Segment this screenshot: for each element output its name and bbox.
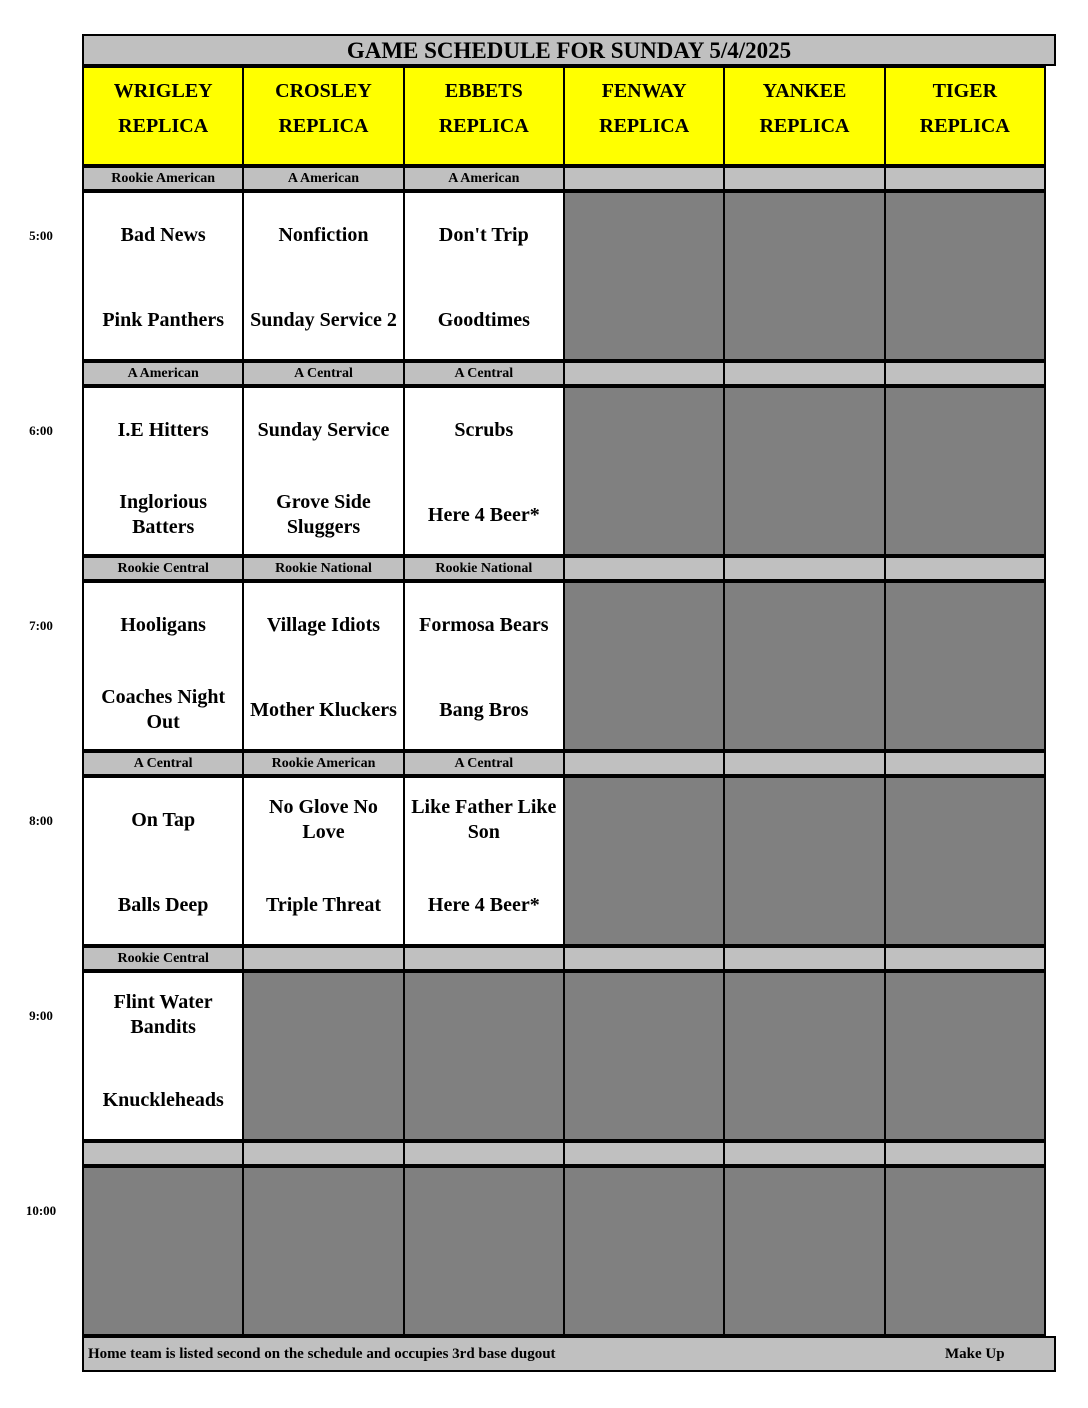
home-team: Here 4 Beer* (427, 503, 540, 526)
division-row (82, 556, 1056, 581)
division-row (82, 1141, 1056, 1166)
field-header-yankee (723, 66, 885, 166)
away-team: Village Idiots (266, 613, 381, 636)
division-label: A American (242, 166, 404, 191)
division-label (723, 751, 885, 776)
unused-slot (563, 386, 725, 556)
unused-slot (884, 386, 1046, 556)
game-cell (403, 191, 565, 361)
division-label (82, 1141, 244, 1166)
away-team: Like Father Like Son (411, 796, 557, 843)
time-label: 6:00 (29, 423, 53, 438)
field-sub: REPLICA (118, 115, 209, 137)
division-label (563, 556, 725, 581)
game-row (82, 386, 1056, 556)
division-label (723, 946, 885, 971)
division-label: A American (82, 361, 244, 386)
time-label: 5:00 (29, 228, 53, 243)
field-header-ebbets (403, 66, 565, 166)
field-header-crosley (242, 66, 404, 166)
unused-slot (563, 581, 725, 751)
unused-slot (884, 191, 1046, 361)
game-cell (82, 386, 244, 556)
field-sub: REPLICA (278, 115, 369, 137)
home-team: Pink Panthers (102, 308, 224, 331)
division-row (82, 751, 1056, 776)
footer-note: Home team is listed second on the schedule and occupies 3rd base dugout (88, 1346, 556, 1362)
game-row (82, 776, 1056, 946)
division-label (884, 361, 1046, 386)
unused-slot (884, 1166, 1046, 1336)
game-cell (242, 776, 404, 946)
division-label (242, 946, 404, 971)
away-team: Don't Trip (438, 223, 529, 246)
away-team: Formosa Bears (419, 613, 549, 636)
unused-slot (723, 191, 885, 361)
away-team: Scrubs (454, 418, 514, 441)
home-team: Knuckleheads (102, 1088, 224, 1111)
field-name: FENWAY (601, 80, 687, 102)
unused-slot (723, 386, 885, 556)
division-label (723, 556, 885, 581)
unused-slot (563, 776, 725, 946)
unused-slot (403, 1166, 565, 1336)
division-label: Rookie National (242, 556, 404, 581)
game-cell (242, 581, 404, 751)
division-label: Rookie National (403, 556, 565, 581)
unused-slot (723, 1166, 885, 1336)
division-label (563, 166, 725, 191)
game-cell (403, 581, 565, 751)
unused-slot (82, 1166, 244, 1336)
unused-slot (884, 776, 1046, 946)
field-name: EBBETS (444, 80, 523, 102)
away-team: Nonfiction (278, 223, 369, 246)
division-label (563, 361, 725, 386)
division-label: A Central (403, 751, 565, 776)
division-label: A Central (82, 751, 244, 776)
division-label: A Central (403, 361, 565, 386)
field-name: YANKEE (762, 80, 847, 102)
away-team: Flint Water Bandits (113, 991, 213, 1038)
game-cell (242, 191, 404, 361)
unused-slot (723, 971, 885, 1141)
game-cell (82, 776, 244, 946)
game-cell (403, 776, 565, 946)
division-row (82, 946, 1056, 971)
division-label: A American (403, 166, 565, 191)
division-label: Rookie American (82, 166, 244, 191)
home-team: Inglorious Batters (119, 491, 208, 538)
division-label (242, 1141, 404, 1166)
schedule-body (82, 166, 1056, 1336)
time-label: 8:00 (29, 813, 53, 828)
time-label: 10:00 (25, 1203, 57, 1218)
division-label (884, 166, 1046, 191)
unused-slot (242, 1166, 404, 1336)
division-label (723, 166, 885, 191)
time-label: 7:00 (29, 618, 53, 633)
game-cell (403, 386, 565, 556)
home-team: Goodtimes (437, 308, 530, 331)
division-label (884, 556, 1046, 581)
division-label (884, 1141, 1046, 1166)
game-row (82, 971, 1056, 1141)
home-team: Bang Bros (439, 698, 529, 721)
field-sub: REPLICA (599, 115, 690, 137)
home-team: Here 4 Beer* (427, 893, 540, 916)
home-team: Grove Side Sluggers (276, 491, 371, 538)
game-cell (82, 581, 244, 751)
game-cell (82, 971, 244, 1141)
division-label (563, 751, 725, 776)
division-label (563, 1141, 725, 1166)
unused-slot (723, 776, 885, 946)
division-label (884, 751, 1046, 776)
away-team: On Tap (131, 808, 196, 831)
division-label: Rookie Central (82, 556, 244, 581)
away-team: I.E Hitters (117, 418, 209, 441)
home-team: Coaches Night Out (101, 686, 226, 733)
page-title: GAME SCHEDULE FOR SUNDAY 5/4/2025 (82, 34, 1056, 66)
unused-slot (723, 581, 885, 751)
division-label (403, 946, 565, 971)
away-team: No Glove No Love (269, 796, 378, 843)
field-sub: REPLICA (438, 115, 529, 137)
field-header-tiger (884, 66, 1046, 166)
makeup-label: Make Up (945, 1346, 1005, 1362)
away-team: Hooligans (120, 613, 206, 636)
field-name: WRIGLEY (113, 80, 213, 102)
unused-slot (563, 1166, 725, 1336)
footer-bar (82, 1336, 1056, 1372)
field-name: TIGER (932, 80, 998, 102)
division-label: Rookie American (242, 751, 404, 776)
game-cell (242, 386, 404, 556)
division-row (82, 166, 1056, 191)
field-sub: REPLICA (759, 115, 850, 137)
unused-slot (403, 971, 565, 1141)
division-label: A Central (242, 361, 404, 386)
division-row (82, 361, 1056, 386)
schedule-sheet (82, 34, 1056, 1372)
unused-slot (563, 971, 725, 1141)
home-team: Mother Kluckers (250, 698, 397, 721)
division-label (563, 946, 725, 971)
away-team: Sunday Service (257, 418, 390, 441)
unused-slot (884, 581, 1046, 751)
home-team: Balls Deep (117, 893, 209, 916)
home-team: Sunday Service 2 (250, 308, 397, 331)
game-row (82, 1166, 1056, 1336)
division-label (403, 1141, 565, 1166)
unused-slot (242, 971, 404, 1141)
division-label (884, 946, 1046, 971)
unused-slot (884, 971, 1046, 1141)
away-team: Bad News (120, 223, 206, 246)
division-label: Rookie Central (82, 946, 244, 971)
time-label: 9:00 (29, 1008, 53, 1023)
field-header-row (82, 66, 1056, 166)
division-label (723, 361, 885, 386)
unused-slot (563, 191, 725, 361)
home-team: Triple Threat (265, 893, 381, 916)
field-header-fenway (563, 66, 725, 166)
game-row (82, 191, 1056, 361)
game-row (82, 581, 1056, 751)
field-header-wrigley (82, 66, 244, 166)
field-name: CROSLEY (275, 80, 372, 102)
field-sub: REPLICA (919, 115, 1010, 137)
game-cell (82, 191, 244, 361)
division-label (723, 1141, 885, 1166)
